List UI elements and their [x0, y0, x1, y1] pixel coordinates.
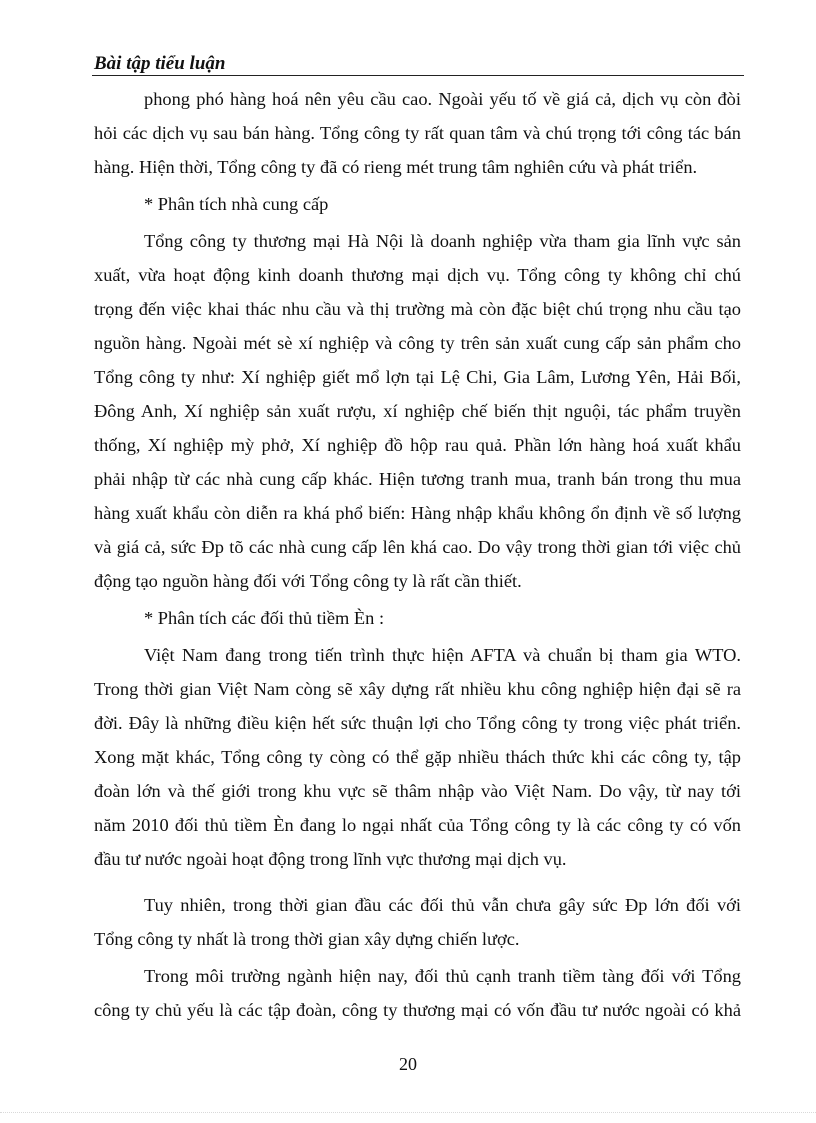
section-heading: * Phân tích nhà cung cấp	[144, 194, 329, 214]
page-edge-divider	[0, 1112, 816, 1113]
text-line: Tổng công ty thương mại Hà Nội là doanh nghiệp vừa tham gia lĩnh vực sản	[144, 231, 741, 251]
text-line: động tạo nguồn hàng đối với Tổng công ty là rất cần thiết.	[94, 571, 522, 591]
text-line: Tổng công ty nhất là trong thời gian xây dựng chiến lược.	[94, 929, 520, 949]
text-line: nguồn hàng. Ngoài mét sè xí nghiệp và công ty trên sản xuất cung cấp sản phẩm cho	[94, 333, 741, 353]
page-number: 20	[399, 1054, 417, 1074]
text-line: trọng đến việc khai thác nhu cầu và thị trường mà còn đặc biệt chú trọng nhu cầu tạo	[94, 299, 741, 319]
text-line: đoàn lớn và thế giới trong khu vực sẽ thâm nhập vào Việt Nam. Do vậy, từ nay tới	[94, 781, 741, 801]
text-line: Việt Nam đang trong tiến trình thực hiện AFTA và chuẩn bị tham gia WTO.	[144, 645, 741, 665]
text-line: phải nhập từ các nhà cung cấp khác. Hiện tương tranh mua, tranh bán trong thu mua	[94, 469, 741, 489]
text-line: Tổng công ty như: Xí nghiệp giết mổ lợn tại Lệ Chi, Gia Lâm, Lương Yên, Hải Bối,	[94, 367, 741, 387]
text-line: năm 2010 đối thủ tiềm Èn đang lo ngại nhất của Tổng công ty là các công ty có vốn	[94, 815, 741, 835]
text-line: hàng xuất khẩu còn diễn ra khá phổ biến: Hàng nhập khẩu không ổn định về số lượng	[94, 503, 741, 523]
text-line: phong phó hàng hoá nên yêu cầu cao. Ngoài yếu tố về giá cả, dịch vụ còn đòi	[144, 89, 741, 109]
header-rule	[92, 75, 744, 76]
header-title: Bài tập tiểu luận	[94, 53, 226, 74]
text-line: xuất, vừa hoạt động kinh doanh thương mại dịch vụ. Tổng công ty không chỉ chú	[94, 265, 741, 285]
text-line: đầu tư nước ngoài hoạt động trong lĩnh vực thương mại dịch vụ.	[94, 849, 567, 869]
text-line: Trong thời gian Việt Nam còng sẽ xây dựng rất nhiều khu công nghiệp hiện đại sẽ ra	[94, 679, 741, 699]
section-heading: * Phân tích các đối thủ tiềm Èn :	[144, 608, 385, 628]
text-line: Đông Anh, Xí nghiệp sản xuất rượu, xí nghiệp chế biến thịt nguội, tác phẩm truyền	[94, 401, 741, 421]
text-line: công ty chủ yếu là các tập đoàn, công ty thương mại có vốn đầu tư nước ngoài có khả	[94, 1000, 741, 1020]
page-header	[92, 52, 744, 78]
text-line: và giá cả, sức Ðp tõ các nhà cung cấp lên khá cao. Do vậy trong thời gian tới việc chủ	[94, 537, 741, 557]
text-line: hàng. Hiện thời, Tổng công ty đã có rieng mét trung tâm nghiên cứu và phát triển.	[94, 157, 698, 177]
text-line: đời. Đây là những điều kiện hết sức thuận lợi cho Tổng công ty trong việc phát triển.	[94, 713, 741, 733]
text-line: hỏi các dịch vụ sau bán hàng. Tổng công ty rất quan tâm và chú trọng tới công tác bán	[94, 123, 741, 143]
text-line: Xong mặt khác, Tổng công ty còng có thể gặp nhiều thách thức khi các công ty, tập	[94, 747, 741, 767]
text-line: Trong môi trường ngành hiện nay, đối thủ cạnh tranh tiềm tàng đối với Tổng	[144, 966, 741, 986]
text-line: Tuy nhiên, trong thời gian đầu các đối thủ vẫn chưa gây sức Ðp lớn đối với	[144, 895, 741, 915]
text-line: thống, Xí nghiệp mỳ phở, Xí nghiệp đồ hộp rau quả. Phần lớn hàng hoá xuất khẩu	[94, 435, 741, 455]
